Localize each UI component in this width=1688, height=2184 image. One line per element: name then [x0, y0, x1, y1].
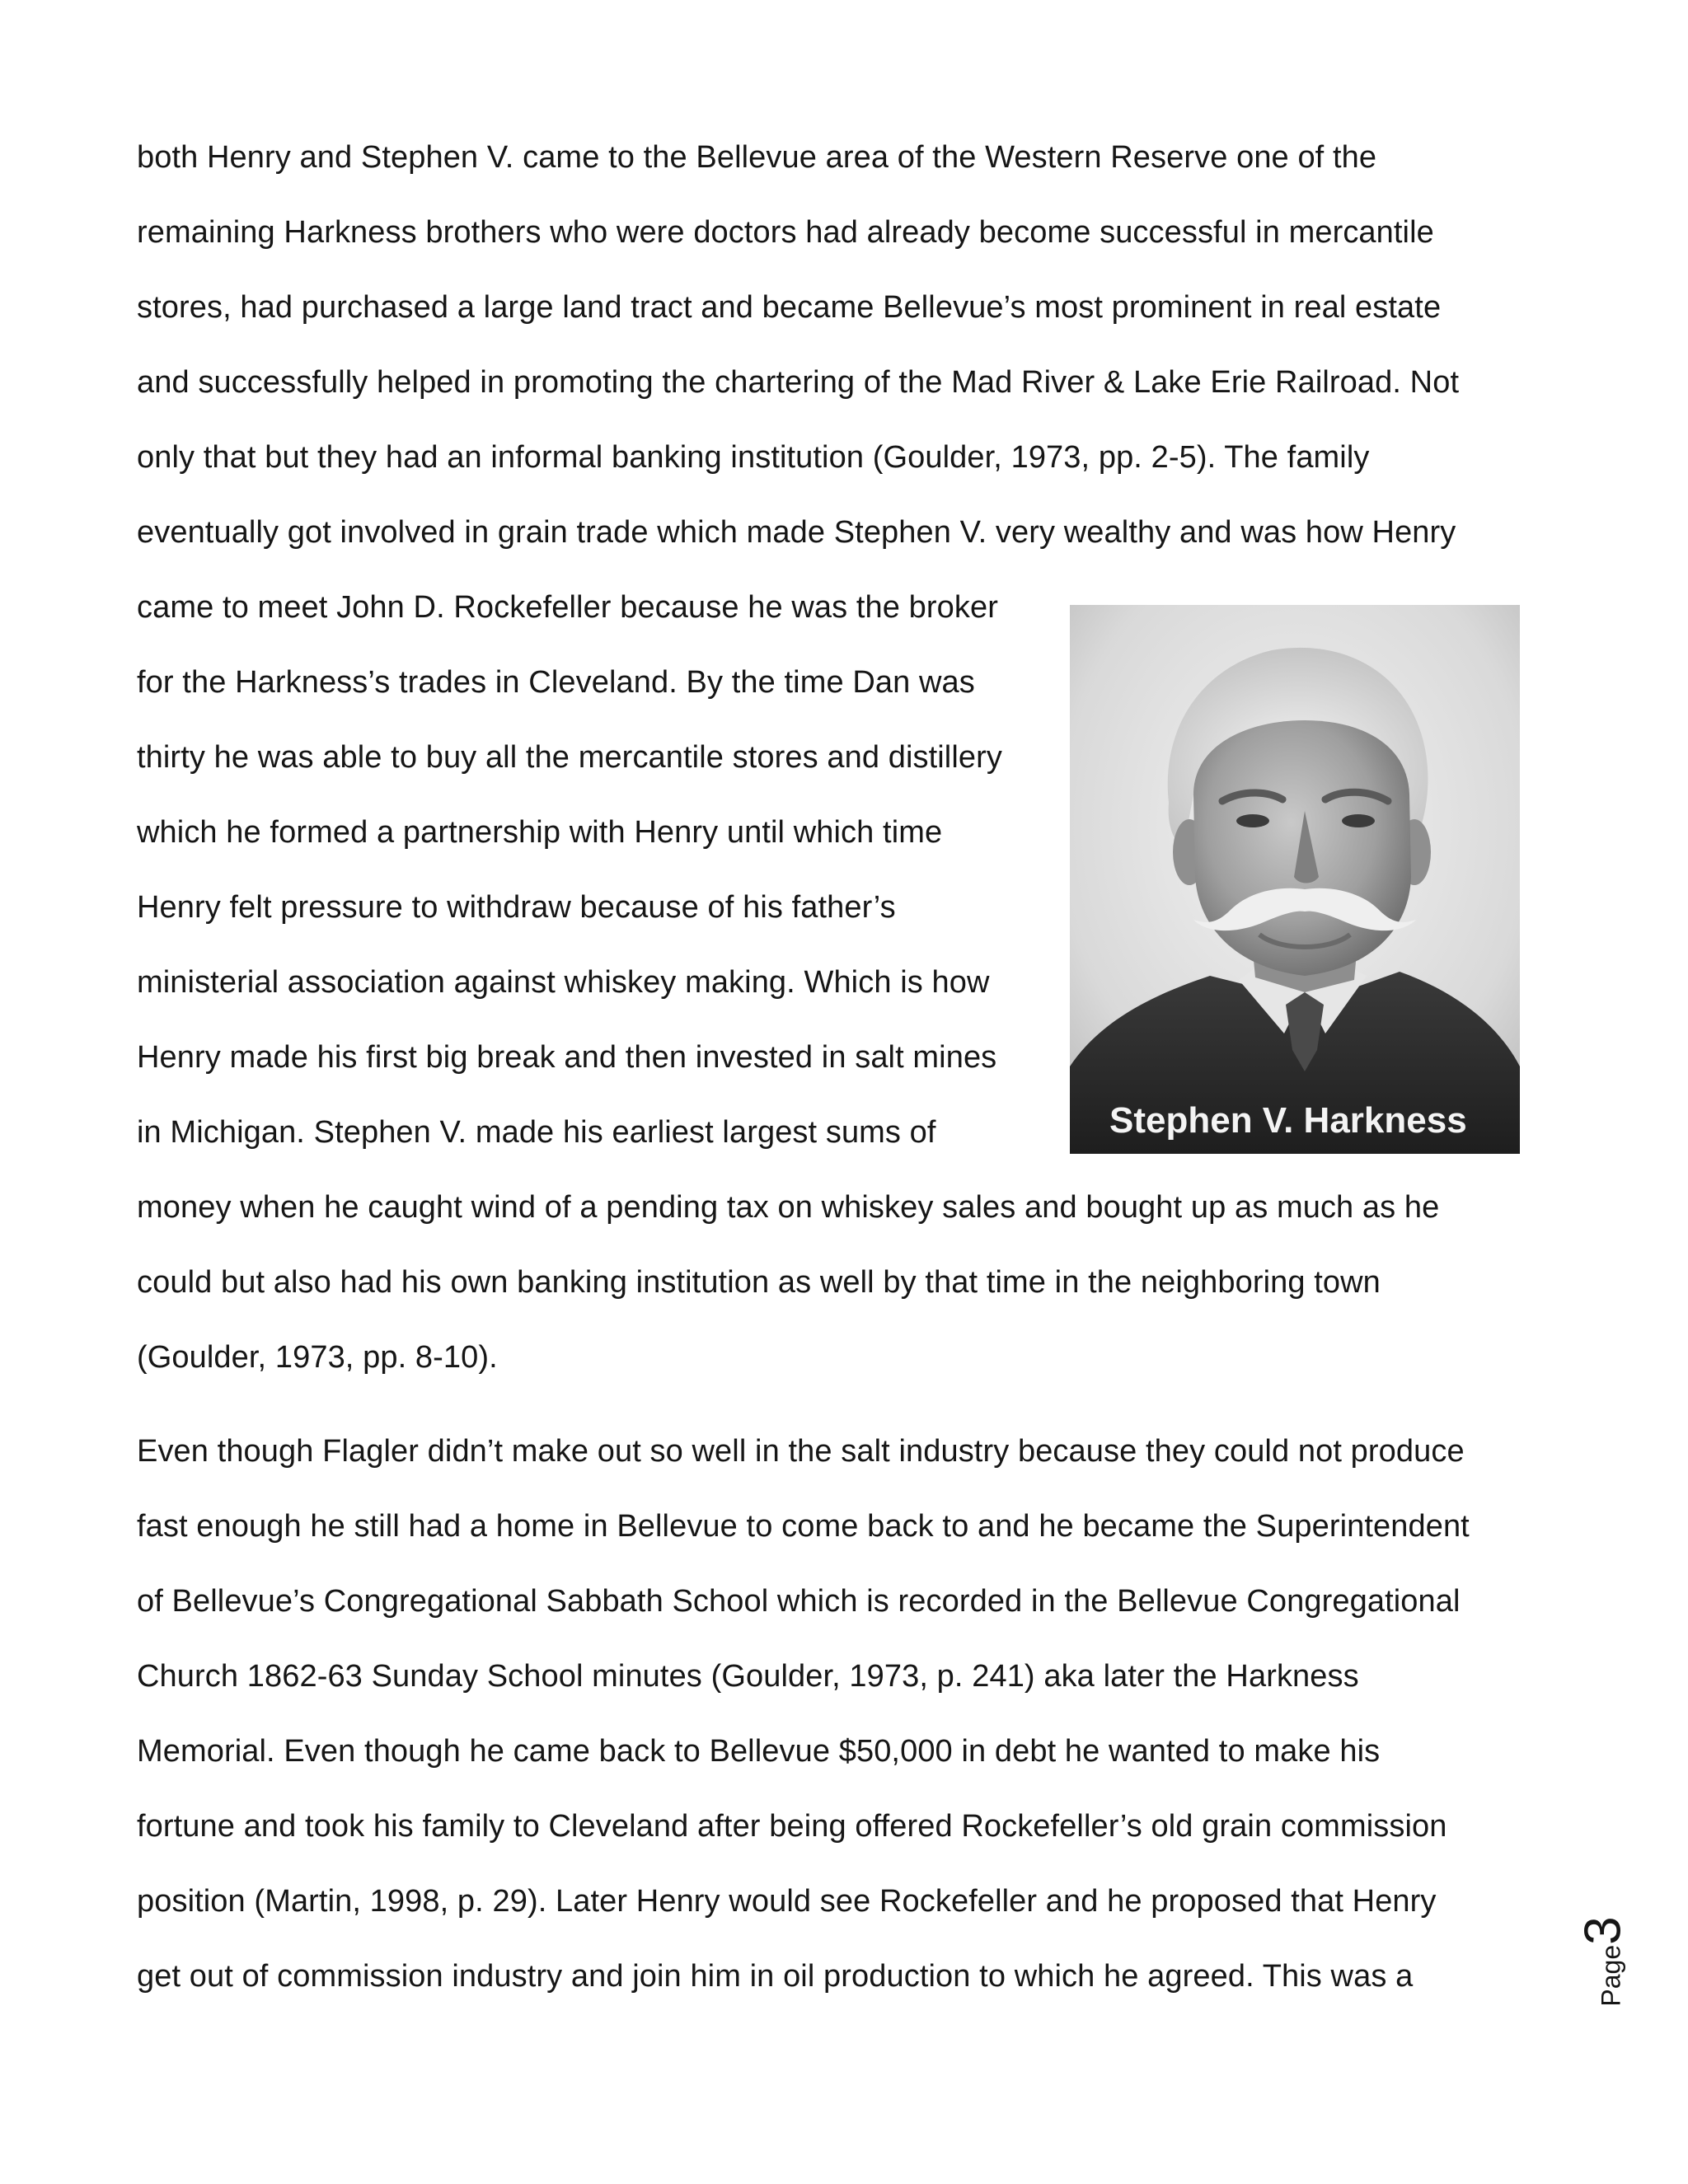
page-label: Page — [1596, 1944, 1626, 2007]
text-line: stores, had purchased a large land tract and became Bellevue’s most prominent in real estate — [137, 290, 1442, 325]
text-line: position (Martin, 1998, p. 29). Later Henry would see Rockefeller and he proposed that Henry — [137, 1884, 1437, 1919]
text-line: remaining Harkness brothers who were doctors had already become successful in mercantile — [137, 215, 1434, 250]
text-line: Memorial. Even though he came back to Bellevue $50,000 in debt he wanted to make his — [137, 1734, 1381, 1769]
text-line: (Goulder, 1973, pp. 8-10). — [137, 1340, 498, 1375]
text-line: thirty he was able to buy all the mercantile stores and distillery — [137, 740, 1002, 775]
text-line: which he formed a partnership with Henry until which time — [137, 815, 943, 850]
text-line: only that but they had an informal banking institution (Goulder, 1973, pp. 2-5). The family — [137, 440, 1370, 475]
text-line: fast enough he still had a home in Bellevue to come back to and he became the Superintendent — [137, 1509, 1470, 1544]
text-line: get out of commission industry and join him in oil production to which he agreed. This was a — [137, 1959, 1414, 1994]
page-number-value: 3 — [1574, 1916, 1632, 1945]
text-line: Church 1862-63 Sunday School minutes (Goulder, 1973, p. 241) aka later the Harkness — [137, 1659, 1359, 1694]
text-line: both Henry and Stephen V. came to the Bellevue area of the Western Reserve one of the — [137, 140, 1377, 175]
text-line: and successfully helped in promoting the chartering of the Mad River & Lake Erie Railroad. Not — [137, 365, 1460, 400]
text-line: Henry felt pressure to withdraw because of his father’s — [137, 890, 896, 925]
portrait-photo — [1070, 605, 1520, 1154]
portrait-image — [1070, 605, 1520, 1154]
text-line: for the Harkness’s trades in Cleveland. By the time Dan was — [137, 665, 975, 700]
portrait-caption: Stephen V. Harkness — [1109, 1100, 1467, 1141]
text-line: ministerial association against whiskey making. Which is how — [137, 965, 990, 1000]
text-line: in Michigan. Stephen V. made his earliest largest sums of — [137, 1115, 936, 1150]
text-line: Henry made his first big break and then invested in salt mines — [137, 1040, 997, 1075]
text-line: fortune and took his family to Cleveland after being offered Rockefeller’s old grain commission — [137, 1809, 1447, 1844]
page-number — [1570, 1904, 1636, 2019]
text-line: eventually got involved in grain trade which made Stephen V. very wealthy and was how Henry — [137, 515, 1456, 550]
text-line: money when he caught wind of a pending tax on whiskey sales and bought up as much as he — [137, 1190, 1440, 1225]
text-line: came to meet John D. Rockefeller because he was the broker — [137, 590, 998, 625]
text-line: could but also had his own banking institution as well by that time in the neighboring town — [137, 1265, 1381, 1300]
text-line: of Bellevue’s Congregational Sabbath School which is recorded in the Bellevue Congregational — [137, 1584, 1461, 1619]
text-line: Even though Flagler didn’t make out so well in the salt industry because they could not produce — [137, 1434, 1465, 1469]
